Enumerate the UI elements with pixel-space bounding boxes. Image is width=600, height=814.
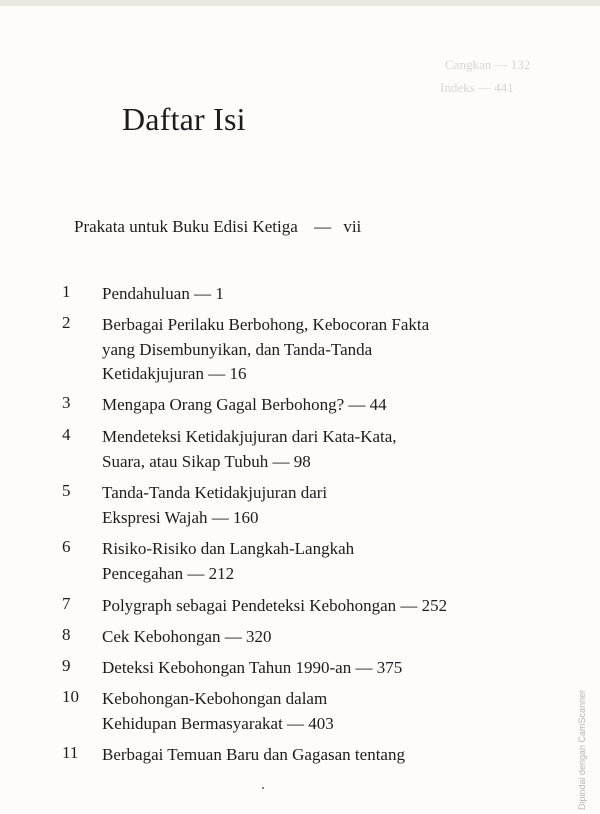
- chapter-title-line: Ketidakjujuran — 16: [102, 364, 247, 383]
- ink-speck: [262, 787, 264, 789]
- chapter-title-line: Berbagai Temuan Baru dan Gagasan tentang: [102, 745, 405, 764]
- chapter-title: [102, 743, 552, 768]
- chapter-title: [102, 687, 552, 736]
- chapter-number: 3: [62, 393, 71, 412]
- chapter-number: 11: [62, 743, 79, 762]
- bleed-through-line-b: Indeks — 441: [440, 80, 514, 95]
- chapter-title-line: Pencegahan — 212: [102, 563, 235, 583]
- chapter-title-line: Kebohongan-Kebohongan dalam: [102, 689, 328, 708]
- chapter-title-line: Cek Kebohongan — 320: [102, 627, 272, 646]
- chapter-number: 7: [62, 594, 71, 613]
- preface-entry: [74, 217, 361, 237]
- chapter-title-line: Suara, atau Sikap Tubuh — 98: [102, 451, 311, 471]
- chapter-number: 5: [62, 481, 71, 500]
- page-title: Daftar Isi: [122, 101, 246, 137]
- chapter-title-line: Mengapa Orang Gagal Berbohong? — 44: [102, 395, 387, 414]
- preface-page: vii: [343, 217, 362, 236]
- chapter-number: 1: [62, 282, 71, 301]
- chapter-title: [102, 313, 552, 387]
- chapter-title-line: Risiko-Risiko dan Langkah-Langkah: [102, 539, 355, 558]
- page-top-edge: [0, 0, 600, 6]
- chapter-title: [102, 625, 552, 650]
- preface-label: Prakata untuk Buku Edisi Ketiga: [74, 217, 298, 236]
- chapter-number: 10: [62, 687, 79, 706]
- chapter-title-line: yang Disembunyikan, dan Tanda-Tanda: [102, 339, 373, 359]
- chapter-number: 9: [62, 656, 71, 675]
- chapter-number: 4: [62, 425, 71, 444]
- chapter-title: [102, 481, 552, 530]
- chapter-title-line: Polygraph sebagai Pendeteksi Kebohongan — 252: [102, 596, 448, 615]
- chapter-number: 6: [62, 537, 71, 556]
- chapter-title: [102, 656, 552, 681]
- preface-separator: —: [314, 217, 332, 236]
- bleed-through-line-a: Cangkan — 132: [445, 57, 531, 72]
- chapter-title-line: Berbagai Perilaku Berbohong, Kebocoran Fakta: [102, 315, 430, 334]
- chapter-title: [102, 537, 552, 586]
- chapter-title: [102, 393, 552, 418]
- chapter-title-line: Mendeteksi Ketidakjujuran dari Kata-Kata,: [102, 427, 397, 446]
- chapter-title-line: Deteksi Kebohongan Tahun 1990-an — 375: [102, 658, 403, 677]
- chapter-title-line: Ekspresi Wajah — 160: [102, 507, 259, 527]
- chapter-title-line: Kehidupan Bermasyarakat — 403: [102, 713, 334, 733]
- scanner-watermark: Dipindai dengan CamScanner: [577, 689, 587, 810]
- chapter-title: [102, 282, 552, 307]
- chapter-title-line: Pendahuluan — 1: [102, 284, 224, 303]
- chapter-number: 2: [62, 313, 71, 332]
- chapter-number: 8: [62, 625, 71, 644]
- chapter-title-line: Tanda-Tanda Ketidakjujuran dari: [102, 483, 328, 502]
- chapter-title: [102, 594, 552, 619]
- chapter-title: [102, 425, 552, 474]
